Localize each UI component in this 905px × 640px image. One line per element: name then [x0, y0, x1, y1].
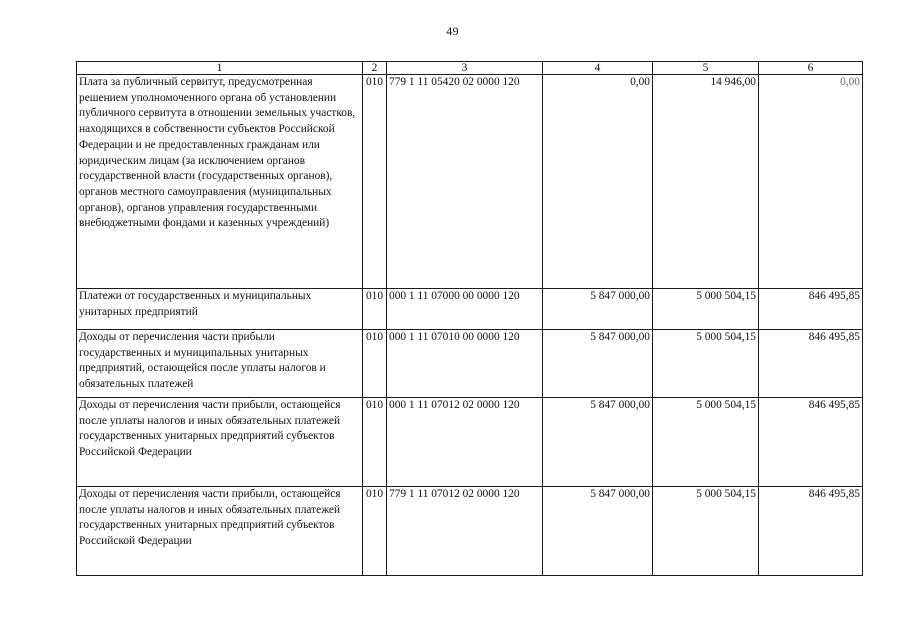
row-value-col6: 846 495,85 [759, 330, 863, 398]
column-header-5: 5 [653, 62, 759, 75]
row-description: Доходы от перечисления части прибыли, остающейся после уплаты налогов и иных обязательных платежей государственных унитарных предприятий субъектов Российской Федерации [77, 398, 363, 487]
row-line-code: 010 [363, 289, 387, 330]
row-value-col4: 5 847 000,00 [543, 487, 653, 576]
row-description: Доходы от перечисления части прибыли государственных и муниципальных унитарных предприятий, остающейся после уплаты налогов и обязательных платежей [77, 330, 363, 398]
table-row [77, 75, 863, 289]
row-description: Плата за публичный сервитут, предусмотренная решением уполномоченного органа об установлении публичного сервитута в отношении земельных участков, находящихся в собственности субъектов Российской Федерации и не предоставленных гражданам или юридическим лицам (за исключением органов государственной власти (государственных органов), органов местного самоуправления (муниципальных органов), органов управления государственными внебюджетными фондами и казенных учреждений) [77, 75, 363, 289]
row-value-col4: 5 847 000,00 [543, 398, 653, 487]
row-value-col5: 14 946,00 [653, 75, 759, 289]
row-value-col4: 0,00 [543, 75, 653, 289]
column-header-3: 3 [387, 62, 543, 75]
row-description: Доходы от перечисления части прибыли, остающейся после уплаты налогов и иных обязательных платежей государственных унитарных предприятий субъектов Российской Федерации [77, 487, 363, 576]
row-value-col5: 5 000 504,15 [653, 289, 759, 330]
row-line-code: 010 [363, 487, 387, 576]
row-value-col5: 5 000 504,15 [653, 398, 759, 487]
row-budget-classification-code: 000 1 11 07010 00 0000 120 [387, 330, 543, 398]
row-line-code: 010 [363, 330, 387, 398]
table-row [77, 289, 863, 330]
column-header-1: 1 [77, 62, 363, 75]
row-value-col4: 5 847 000,00 [543, 289, 653, 330]
column-number-header-row [77, 62, 863, 75]
column-header-2: 2 [363, 62, 387, 75]
row-budget-classification-code: 000 1 11 07000 00 0000 120 [387, 289, 543, 330]
row-value-col5: 5 000 504,15 [653, 487, 759, 576]
column-header-6: 6 [759, 62, 863, 75]
row-value-col4: 5 847 000,00 [543, 330, 653, 398]
table-row [77, 487, 863, 576]
row-budget-classification-code: 000 1 11 07012 02 0000 120 [387, 398, 543, 487]
page-number: 49 [446, 24, 459, 38]
budget-income-table [76, 61, 863, 576]
row-value-col6: 846 495,85 [759, 289, 863, 330]
row-line-code: 010 [363, 398, 387, 487]
row-budget-classification-code: 779 1 11 05420 02 0000 120 [387, 75, 543, 289]
row-value-col6: 0,00 [759, 75, 863, 289]
row-value-col5: 5 000 504,15 [653, 330, 759, 398]
row-description: Платежи от государственных и муниципальных унитарных предприятий [77, 289, 363, 330]
row-line-code: 010 [363, 75, 387, 289]
table-row [77, 398, 863, 487]
column-header-4: 4 [543, 62, 653, 75]
row-budget-classification-code: 779 1 11 07012 02 0000 120 [387, 487, 543, 576]
row-value-col6: 846 495,85 [759, 398, 863, 487]
table-row [77, 330, 863, 398]
row-value-col6: 846 495,85 [759, 487, 863, 576]
